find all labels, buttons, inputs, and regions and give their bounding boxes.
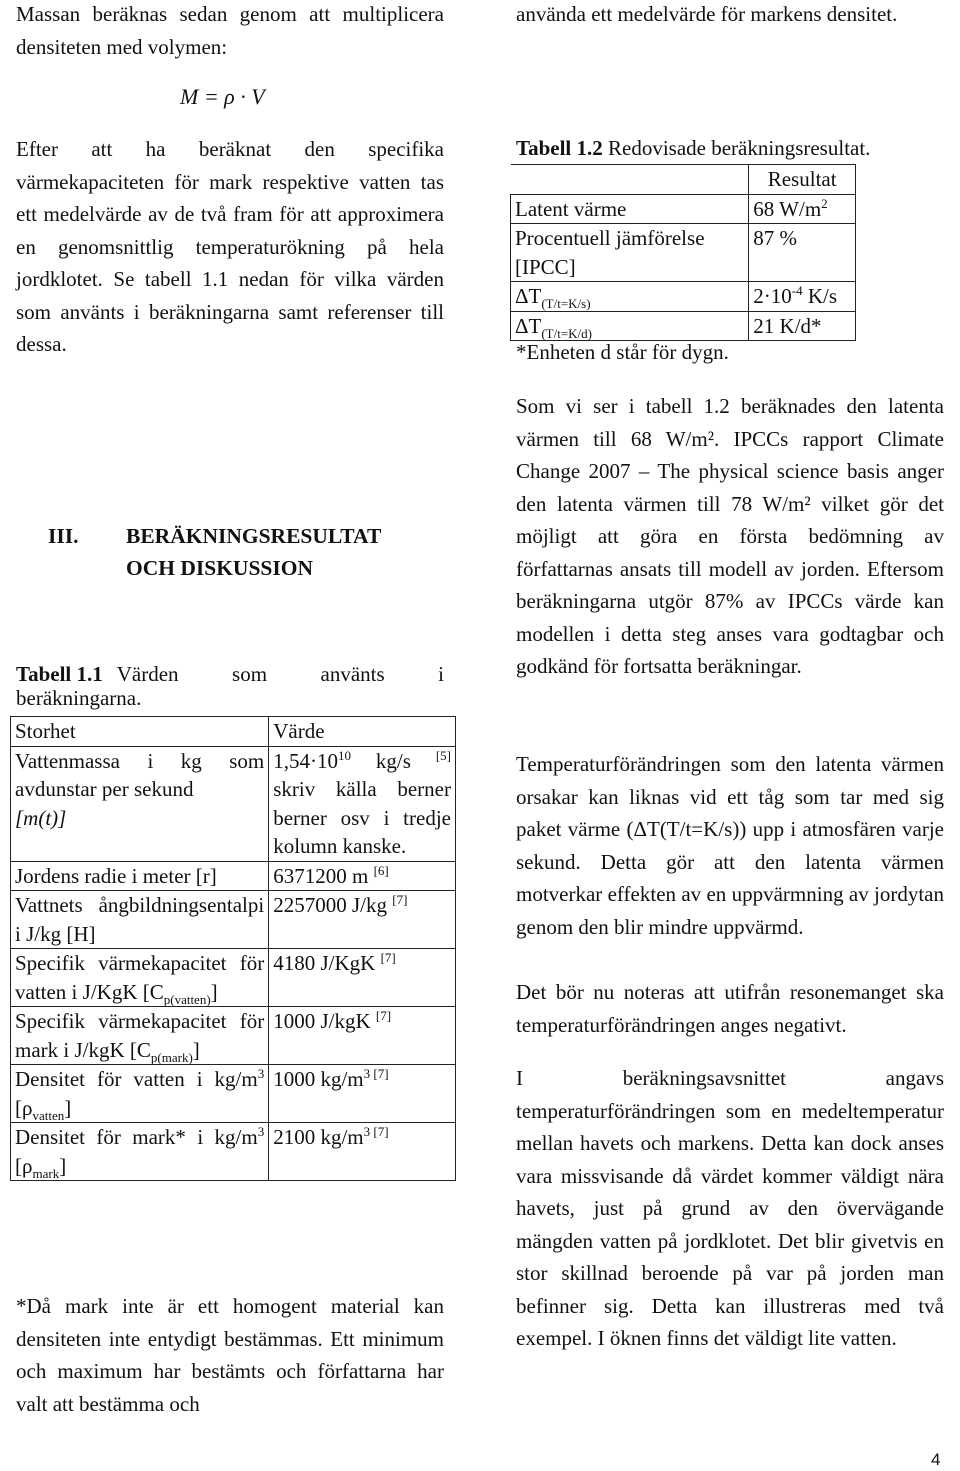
paragraph-temperature-change: Temperaturförändringen som den latenta värmen orsakar kan liknas vid ett tåg som tar med sig paket värme (ΔT(T/t=K/s)) upp i atmosfären varje sekund. Detta gör att den latenta värmen motverkar effekten av en uppvärmning av jordytan genom den blir mindre uppvärmd. bbox=[516, 752, 944, 939]
table-row bbox=[511, 282, 856, 312]
paragraph-density-continued: använda ett medelvärde för markens densitet. bbox=[516, 2, 898, 26]
section-title-line1: BERÄKNINGSRESULTAT bbox=[126, 524, 382, 548]
formula-mass: M = ρ · V bbox=[180, 84, 265, 109]
cell-value: 1000 $kg/m^{3 [7]}$ bbox=[269, 1065, 456, 1123]
table-row bbox=[511, 165, 856, 195]
cell-value: 87 % bbox=[749, 224, 856, 282]
cell-value: $2\cdot 10^{-4}$ K/s bbox=[749, 282, 856, 312]
table1-caption: Tabell 1.1 Värden som använts i beräkningarna. bbox=[16, 662, 444, 710]
cell-quantity: Vattnets ångbildningsentalpi i J/kg [H] bbox=[11, 891, 269, 949]
table-results bbox=[510, 164, 856, 341]
table-values bbox=[10, 716, 456, 1181]
paragraph-latent-heat: Som vi ser i tabell 1.2 beräknades den latenta värmen till 68 W/m². IPCCs rapport Climate Change 2007 – The physical science basis anger den latenta värmen till 78 W/m² vilket gör det möjligt att göra en första bedömning av författarnas ansats till modell av jorden. Eftersom beräkningarna utgör 87% av IPCCs värde kan modellen i detta steg anses vara godtagbar och godkänd för fortsatta beräkningar. bbox=[516, 394, 944, 678]
table2-caption bbox=[516, 136, 944, 160]
table2-caption-text: Redovisade beräkningsresultat. bbox=[608, 136, 871, 160]
cell-label: $\Delta T_{(T/t=K/s)}$ bbox=[511, 282, 749, 312]
section-heading bbox=[48, 520, 382, 580]
table-row bbox=[511, 224, 856, 282]
cell-value: 2257000 J/kg [7] bbox=[269, 891, 456, 949]
cell-quantity: Vattenmassa i kg som avdunstar per sekund [m(t)] bbox=[11, 746, 269, 861]
cell-value: $1,54\cdot 10^{10}$ kg/s [5] skriv källa berner berner osv i tredje kolumn kanske. bbox=[269, 746, 456, 861]
table-row bbox=[11, 891, 456, 949]
table-row bbox=[511, 311, 856, 341]
table-row bbox=[11, 1007, 456, 1065]
cell-quantity: Densitet för mark* i $kg/m^3$ $[\rho_{mark}]$ bbox=[11, 1123, 269, 1181]
table-header-quantity: Storhet bbox=[11, 717, 269, 747]
cell-label: Latent värme bbox=[511, 194, 749, 224]
cell-value: 6371200 m [6] bbox=[269, 861, 456, 891]
cell-value: 68 $W/m^2$ bbox=[749, 194, 856, 224]
section-number: III. bbox=[48, 524, 79, 548]
cell-value: 1000 J/kgK [7] bbox=[269, 1007, 456, 1065]
table-row bbox=[11, 1123, 456, 1181]
table1-footnote: *Då mark inte är ett homogent material kan densiteten inte entydigt bestämmas. Ett minimum och maximum har bestämts och författarna har valt att bestämma och bbox=[16, 1294, 444, 1416]
table-row bbox=[11, 717, 456, 747]
table1-caption-label: Tabell 1.1 bbox=[16, 662, 103, 686]
table2-header-result: Resultat bbox=[749, 165, 856, 195]
paragraph-specific-heat: Efter att ha beräknat den specifika värmekapaciteten för mark respektive vatten tas ett medelvärde av de två fram för att approximera en genomsnittlig temperaturökning på hela jordklotet. Se tabell 1.1 nedan för vilka värden som använts i beräkningarna samt referenser till dessa. bbox=[16, 137, 444, 356]
cell-label: $\Delta T_{(T/t=K/d)}$ bbox=[511, 311, 749, 341]
table-row bbox=[11, 949, 456, 1007]
paragraph-negative-sign: Det bör nu noteras att utifrån resonemanget ska temperaturförändringen anges negativt. bbox=[516, 980, 944, 1037]
table-row bbox=[511, 194, 856, 224]
cell-value: 21 K/d* bbox=[749, 311, 856, 341]
cell-quantity: Jordens radie i meter [r] bbox=[11, 861, 269, 891]
paragraph-mass-intro: Massan beräknas sedan genom att multiplicera densiteten med volymen: bbox=[16, 2, 444, 59]
table-row bbox=[11, 1065, 456, 1123]
cell-value: 4180 J/KgK [7] bbox=[269, 949, 456, 1007]
page-number: 4 bbox=[931, 1450, 941, 1469]
cell-quantity: Specifik värmekapacitet för mark i J/kgK $[C_{p(mark)}]$ bbox=[11, 1007, 269, 1065]
section-title-line2: OCH DISKUSSION bbox=[126, 556, 313, 580]
table-row bbox=[11, 746, 456, 861]
table-row bbox=[11, 861, 456, 891]
table-header-value: Värde bbox=[269, 717, 456, 747]
cell-label: Procentuell jämförelse [IPCC] bbox=[511, 224, 749, 282]
cell-empty bbox=[511, 165, 749, 195]
table2-caption-label: Tabell 1.2 bbox=[516, 136, 603, 160]
cell-quantity: Specifik värmekapacitet för vatten i J/KgK $[C_{p(vatten)}]$ bbox=[11, 949, 269, 1007]
cell-value: 2100 $kg/m^{3 [7]}$ bbox=[269, 1123, 456, 1181]
paragraph-mean-temperature: I beräkningsavsnittet angavs temperaturförändringen som en medeltemperatur mellan havets och markens. Detta kan dock anses vara missvisande då värdet kommer väldigt nära havets, just på grund av den övervägande mängden vatten på jordklotet. Det blir givetvis en stor skillnad beroende på var på jorden man befinner sig. Detta kan illustreras med två exempel. I öknen finns det väldigt lite vatten. bbox=[516, 1066, 944, 1350]
cell-quantity: Densitet för vatten i $kg/m^3$ $[\rho_{vatten}]$ bbox=[11, 1065, 269, 1123]
table2-note: *Enheten d står för dygn. bbox=[516, 340, 729, 364]
